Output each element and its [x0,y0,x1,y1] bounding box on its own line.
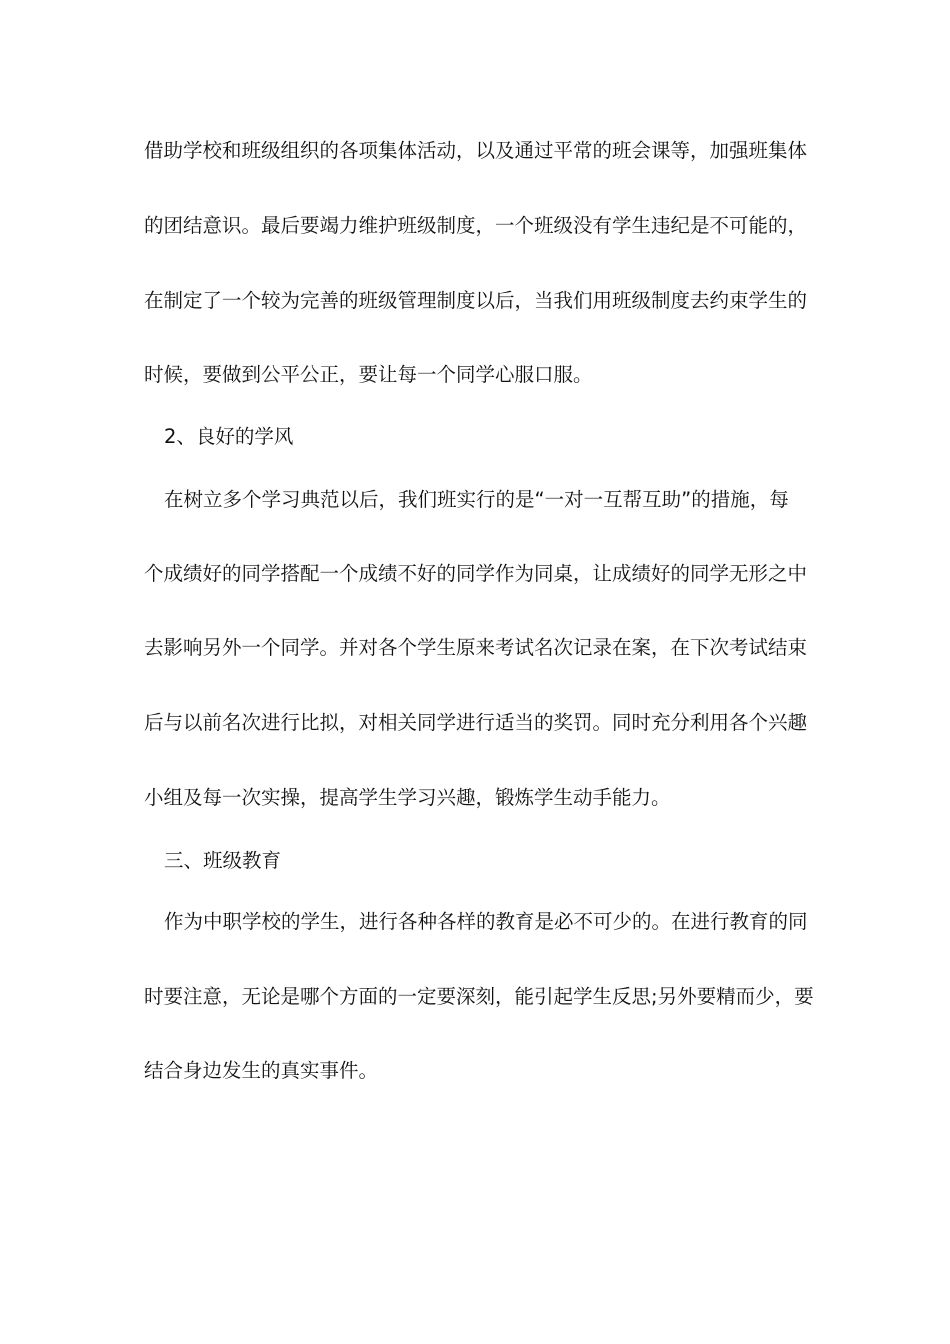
paragraph-line: 作为中职学校的学生，进行各种各样的教育是必不可少的。在进行教育的同 [164,910,808,933]
section-heading: 三、班级教育 [164,849,282,872]
paragraph-line: 去影响另外一个同学。并对各个学生原来考试名次记录在案，在下次考试结束 [144,636,808,659]
section-heading: 2、良好的学风 [164,425,294,448]
paragraph-line: 时要注意，无论是哪个方面的一定要深刻，能引起学生反思;另外要精而少，要 [144,985,814,1008]
paragraph-line: 在制定了一个较为完善的班级管理制度以后，当我们用班级制度去约束学生的 [144,289,808,312]
paragraph-line: 结合身边发生的真实事件。 [144,1059,379,1082]
paragraph-line: 时候，要做到公平公正，要让每一个同学心服口服。 [144,363,593,386]
paragraph-line: 借助学校和班级组织的各项集体活动，以及通过平常的班会课等，加强班集体 [144,139,808,162]
paragraph-line: 后与以前名次进行比拟，对相关同学进行适当的奖罚。同时充分利用各个兴趣 [144,711,808,734]
paragraph-line: 在树立多个学习典范以后，我们班实行的是“一对一互帮互助”的措施，每 [164,488,789,511]
paragraph-line: 个成绩好的同学搭配一个成绩不好的同学作为同桌，让成绩好的同学无形之中 [144,562,808,585]
paragraph-line: 的团结意识。最后要竭力维护班级制度，一个班级没有学生违纪是不可能的， [144,214,808,237]
paragraph-line: 小组及每一次实操，提高学生学习兴趣，锻炼学生动手能力。 [144,786,671,809]
